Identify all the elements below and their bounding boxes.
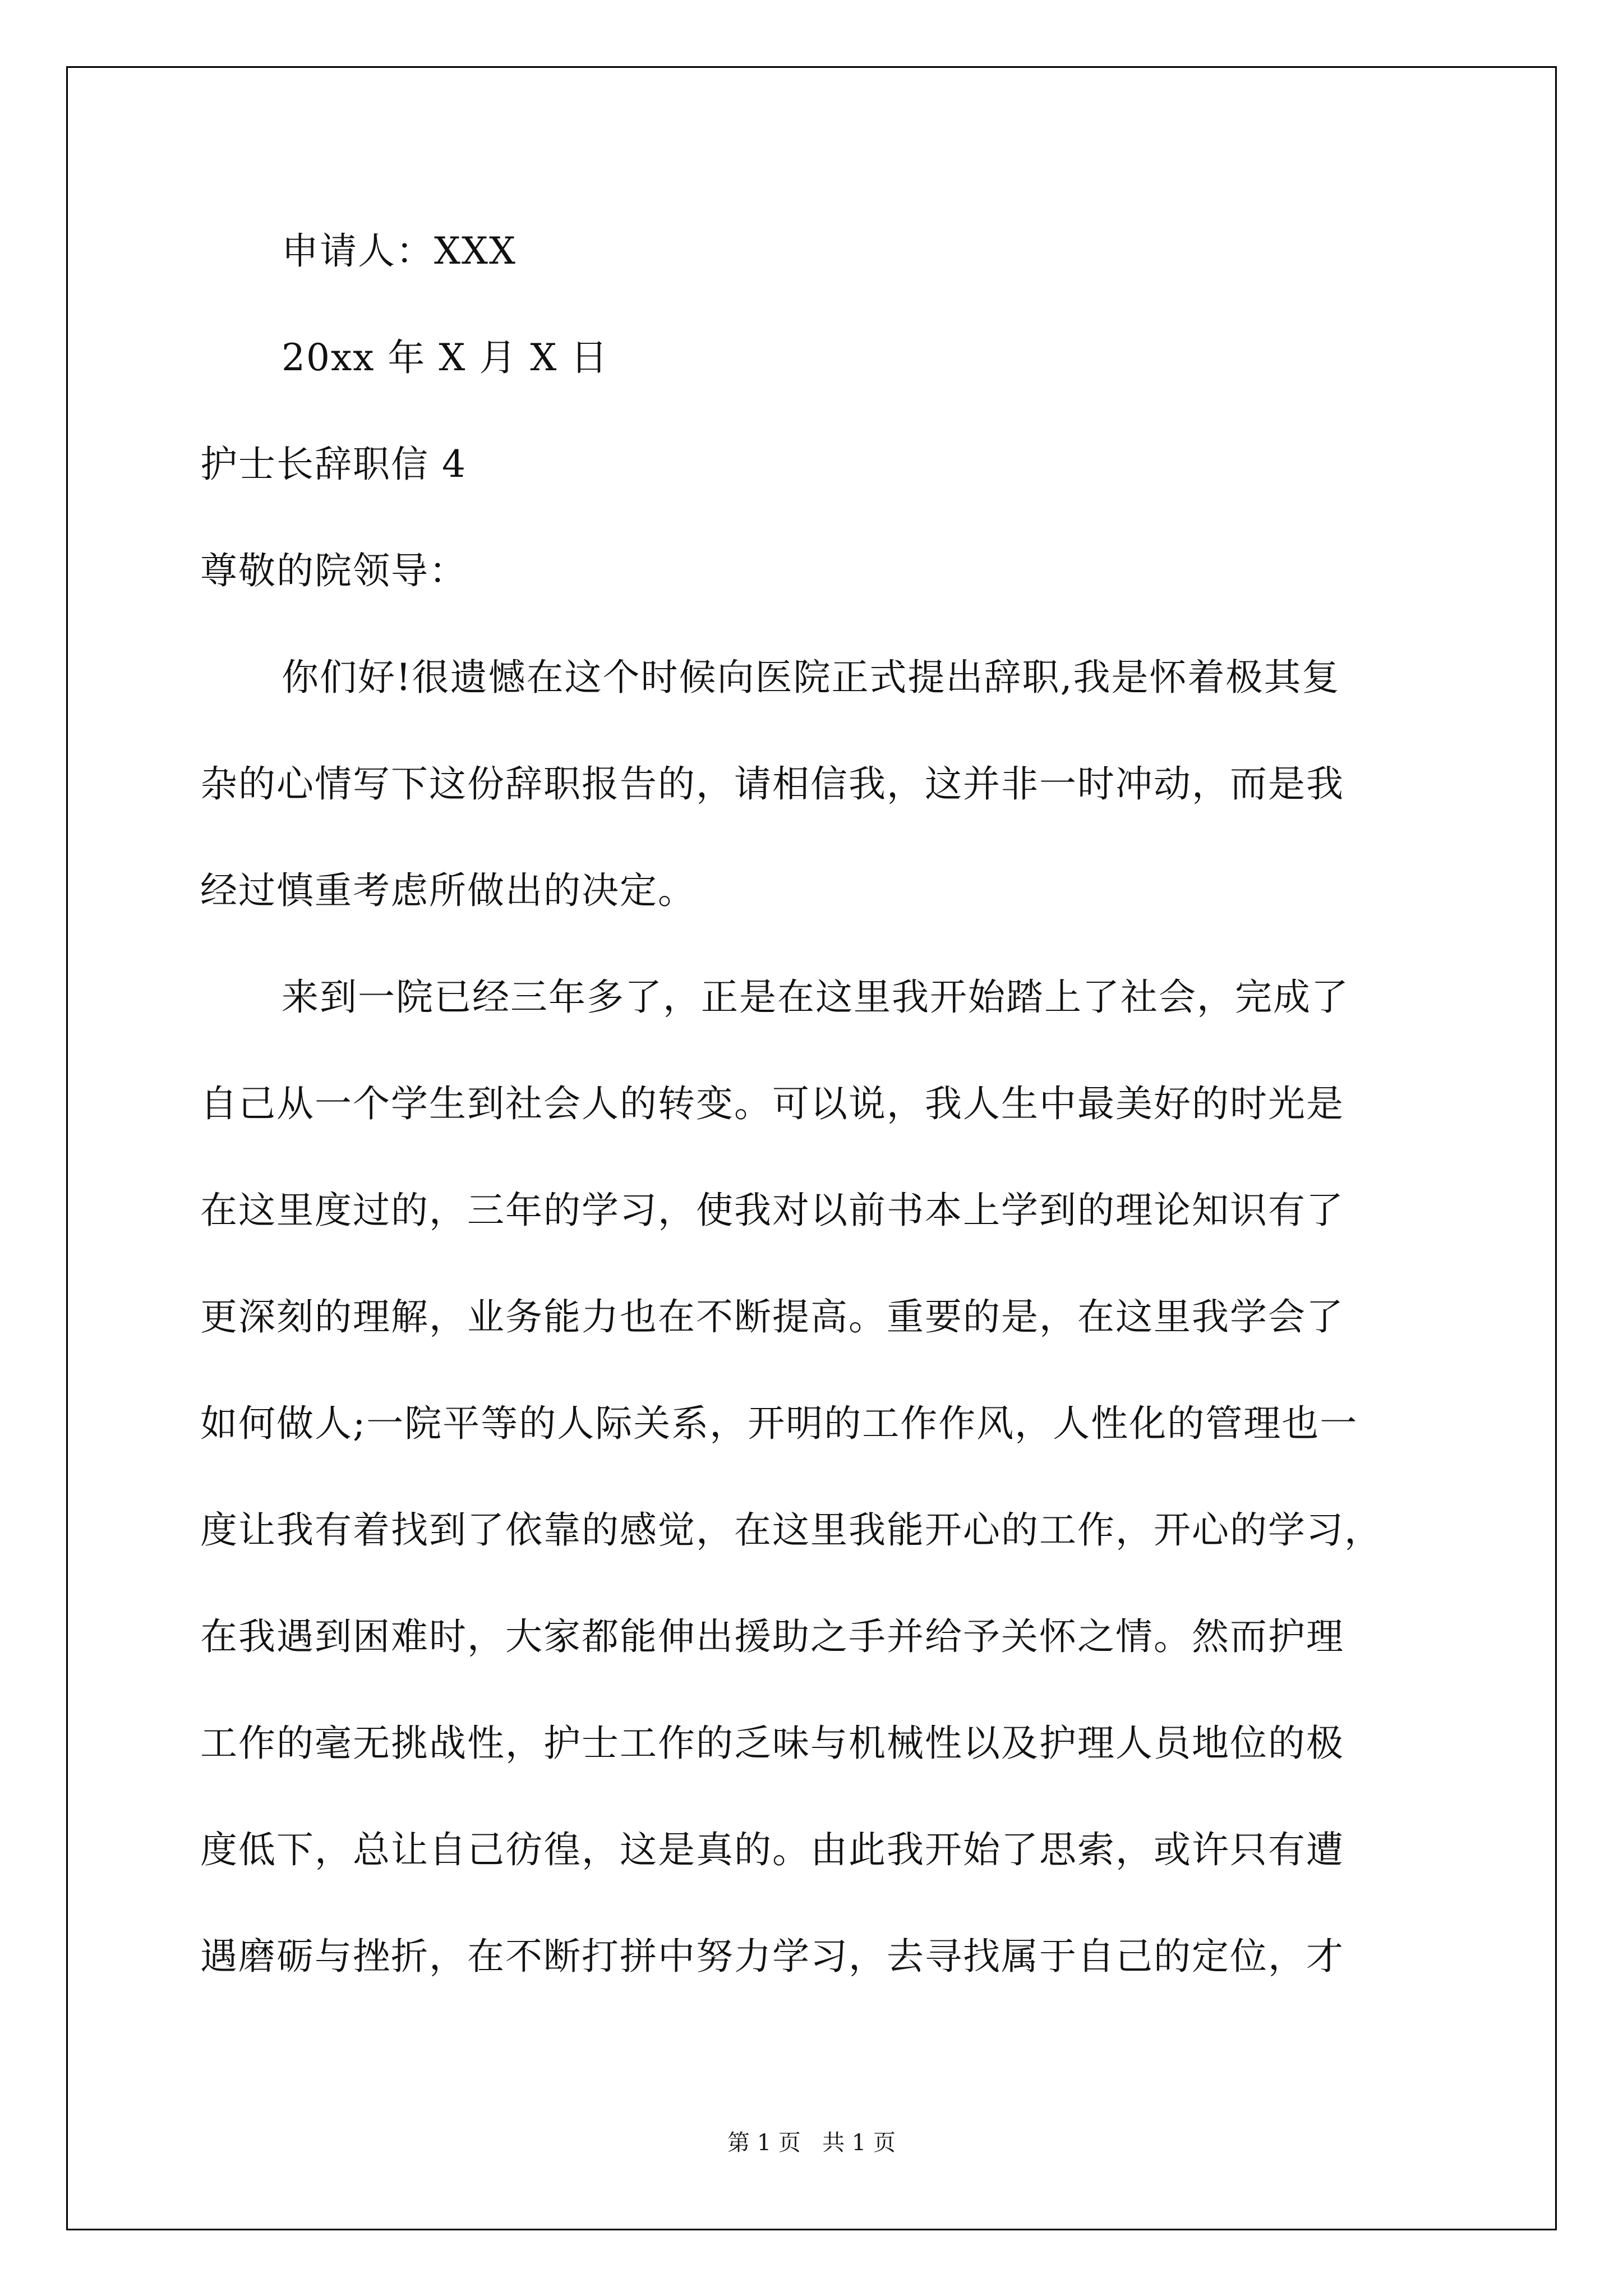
body-line-11: 工作的毫无挑战性，护士工作的乏味与机械性以及护理人员地位的极 <box>200 1722 1344 1765</box>
salutation: 尊敬的院领导： <box>200 549 467 592</box>
body-line-4: 来到一院已经三年多了，正是在这里我开始踏上了社会，完成了 <box>282 976 1349 1019</box>
page-border <box>66 66 1557 2230</box>
body-line-9: 度让我有着找到了依靠的感觉，在这里我能开心的工作，开心的学习， <box>200 1508 1382 1552</box>
body-line-12: 度低下，总让自己彷徨，这是真的。由此我开始了思索，或许只有遭 <box>200 1828 1344 1871</box>
body-line-1: 你们好!很遗憾在这个时候向医院正式提出辞职,我是怀着极其复 <box>282 656 1340 699</box>
body-line-8: 如何做人;一院平等的人际关系，开明的工作作风，人性化的管理也一 <box>200 1402 1358 1445</box>
body-line-6: 在这里度过的，三年的学习，使我对以前书本上学到的理论知识有了 <box>200 1189 1344 1232</box>
body-line-10: 在我遇到困难时，大家都能伸出援助之手并给予关怀之情。然而护理 <box>200 1615 1344 1658</box>
body-line-13: 遇磨砺与挫折，在不断打拼中努力学习，去寻找属于自己的定位，才 <box>200 1935 1344 1978</box>
letter-title: 护士长辞职信 4 <box>200 443 467 486</box>
body-line-5: 自己从一个学生到社会人的转变。可以说，我人生中最美好的时光是 <box>200 1082 1344 1125</box>
body-line-7: 更深刻的理解，业务能力也在不断提高。重要的是，在这里我学会了 <box>200 1295 1344 1338</box>
body-line-3: 经过慎重考虑所做出的决定。 <box>200 869 696 912</box>
applicant-line: 申请人：XXX <box>282 229 517 273</box>
page-number-footer: 第 1 页 共 1 页 <box>727 2130 896 2156</box>
date-line: 20xx 年 X 月 X 日 <box>282 336 609 379</box>
body-line-2: 杂的心情写下这份辞职报告的，请相信我，这并非一时冲动，而是我 <box>200 762 1344 806</box>
